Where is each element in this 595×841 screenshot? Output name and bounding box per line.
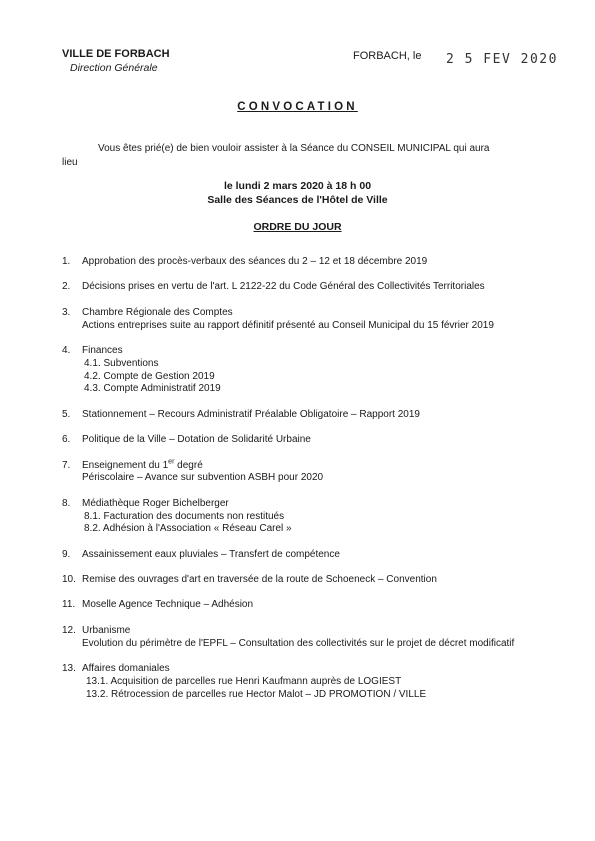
agenda-item bbox=[62, 434, 562, 447]
agenda-item bbox=[62, 498, 562, 536]
agenda-item-title: Stationnement – Recours Administratif Préalable Obligatoire – Rapport 2019 bbox=[82, 408, 420, 420]
agenda-item-title: Urbanisme bbox=[82, 624, 131, 636]
agenda-item-title bbox=[82, 460, 562, 473]
agenda-item-detail: Périscolaire – Avance sur subvention ASBH pour 2020 bbox=[82, 472, 324, 484]
agenda-item-number: 5. bbox=[62, 408, 71, 420]
agenda-subitem: 4.3. Compte Administratif 2019 bbox=[84, 383, 221, 395]
agenda-item-title: Finances bbox=[82, 344, 123, 356]
ordinal-suffix: er bbox=[168, 458, 175, 466]
organization-name: VILLE DE FORBACH bbox=[62, 48, 170, 60]
agenda-subitem: 4.2. Compte de Gestion 2019 bbox=[84, 370, 215, 382]
agenda-item-title: Politique de la Ville – Dotation de Solidarité Urbaine bbox=[82, 434, 311, 446]
document-title: CONVOCATION bbox=[237, 101, 358, 113]
agenda-item-detail: Actions entreprises suite au rapport définitif présenté au Conseil Municipal du 15 février 2019 bbox=[82, 319, 494, 331]
agenda-item-title: Chambre Régionale des Comptes bbox=[82, 306, 233, 318]
agenda-item-title: Médiathèque Roger Bichelberger bbox=[82, 497, 229, 509]
agenda-item-title: Assainissement eaux pluviales – Transfert de compétence bbox=[82, 548, 340, 560]
agenda-item-title: Remise des ouvrages d'art en traversée de la route de Schoeneck – Convention bbox=[82, 574, 437, 586]
agenda-item-title: Moselle Agence Technique – Adhésion bbox=[82, 599, 254, 611]
agenda-item-number: 12. bbox=[62, 624, 76, 636]
agenda-subitem: 8.2. Adhésion à l'Association « Réseau Carel » bbox=[84, 523, 292, 535]
department-name: Direction Générale bbox=[70, 62, 158, 74]
agenda-item-title-prefix: Enseignement du 1 bbox=[82, 459, 169, 471]
agenda-item bbox=[62, 663, 562, 701]
agenda-title: ORDRE DU JOUR bbox=[253, 221, 342, 233]
agenda-item bbox=[62, 345, 562, 396]
agenda-item-number: 7. bbox=[62, 459, 71, 471]
date-stamp: 2 5 FEV 2020 bbox=[446, 52, 558, 67]
agenda-item bbox=[62, 409, 562, 422]
agenda-item bbox=[62, 281, 562, 294]
agenda-item-detail: Evolution du périmètre de l'EPFL – Consultation des collectivités sur le projet de décret modificatif bbox=[82, 637, 515, 649]
agenda-subitem: 8.1. Facturation des documents non restitués bbox=[84, 510, 285, 522]
agenda-subitem: 13.2. Rétrocession de parcelles rue Hector Malot – JD PROMOTION / VILLE bbox=[86, 688, 427, 700]
meeting-place: Salle des Séances de l'Hôtel de Ville bbox=[207, 194, 388, 206]
agenda-item-title: Approbation des procès-verbaux des séances du 2 – 12 et 18 décembre 2019 bbox=[82, 256, 428, 267]
agenda-item bbox=[62, 549, 562, 562]
meeting-datetime: le lundi 2 mars 2020 à 18 h 00 bbox=[223, 180, 372, 192]
agenda-item-number: 11. bbox=[62, 599, 76, 611]
agenda-subitem: 4.1. Subventions bbox=[84, 357, 159, 369]
agenda-item-number: 8. bbox=[62, 497, 71, 509]
agenda-subitem: 13.1. Acquisition de parcelles rue Henri Kaufmann auprès de LOGIEST bbox=[86, 675, 402, 687]
agenda-item-number: 10. bbox=[62, 574, 76, 586]
agenda-item-number: 1. bbox=[62, 256, 71, 267]
city-date-label: FORBACH, le bbox=[353, 50, 422, 62]
agenda-item bbox=[62, 460, 562, 486]
agenda-item-title: Décisions prises en vertu de l'art. L 2122-22 du Code Général des Collectivités Territoriales bbox=[82, 281, 485, 293]
agenda-item-number: 9. bbox=[62, 548, 71, 560]
agenda-item bbox=[62, 574, 562, 587]
agenda-item bbox=[62, 599, 562, 612]
agenda-item-number: 2. bbox=[62, 281, 71, 293]
agenda-item-number: 6. bbox=[62, 434, 71, 446]
agenda-item bbox=[62, 625, 562, 651]
agenda-list bbox=[62, 256, 562, 714]
intro-line-2: lieu bbox=[62, 157, 78, 168]
agenda-item-title-suffix: degré bbox=[174, 459, 203, 471]
agenda-item-number: 4. bbox=[62, 344, 71, 356]
agenda-item-number: 3. bbox=[62, 306, 71, 318]
agenda-item-number: 13. bbox=[62, 663, 76, 675]
agenda-item bbox=[62, 256, 562, 269]
intro-line-1: Vous êtes prié(e) de bien vouloir assister à la Séance du CONSEIL MUNICIPAL qui aura bbox=[98, 143, 490, 154]
agenda-item-title: Affaires domaniales bbox=[82, 663, 170, 675]
agenda-item bbox=[62, 307, 562, 333]
